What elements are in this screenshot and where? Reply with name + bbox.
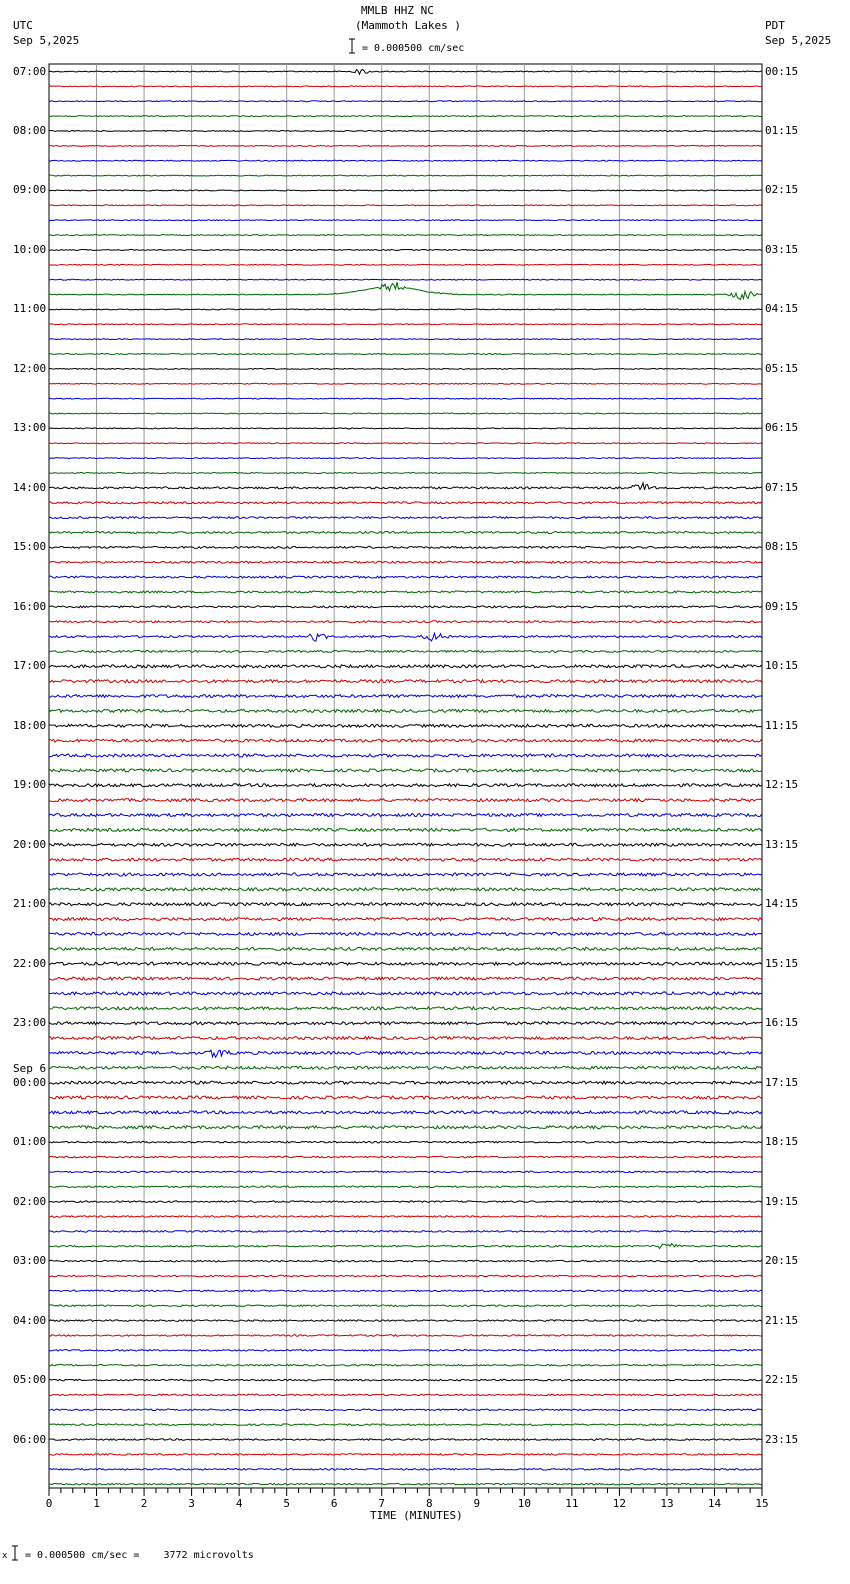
seismic-trace bbox=[49, 903, 762, 906]
seismic-traces bbox=[49, 69, 762, 1485]
utc-hour-label: 14:00 bbox=[13, 480, 47, 494]
seismic-trace bbox=[49, 160, 762, 161]
pdt-hour-label: 06:15 bbox=[765, 421, 799, 435]
seismic-trace bbox=[49, 368, 762, 369]
seismic-trace bbox=[49, 1424, 762, 1426]
seismic-trace bbox=[49, 1394, 762, 1396]
utc-hour-label: 22:00 bbox=[13, 956, 47, 970]
seismic-trace bbox=[49, 977, 762, 980]
pdt-hour-label: 20:15 bbox=[765, 1254, 799, 1268]
x-tick-label: 14 bbox=[707, 1497, 722, 1510]
station-location: (Mammoth Lakes ) bbox=[355, 19, 461, 32]
seismic-trace bbox=[49, 324, 762, 325]
seismic-trace bbox=[49, 1364, 762, 1366]
utc-hour-label: 12:00 bbox=[13, 361, 47, 375]
seismic-trace bbox=[49, 264, 762, 265]
x-tick-label: 3 bbox=[188, 1497, 195, 1510]
seismic-trace bbox=[49, 1201, 762, 1203]
pdt-hour-label: 00:15 bbox=[765, 64, 799, 78]
seismic-trace bbox=[49, 1231, 762, 1233]
seismic-trace bbox=[49, 531, 762, 533]
x-tick-label: 2 bbox=[140, 1497, 148, 1510]
seismic-trace bbox=[49, 1350, 762, 1352]
seismic-trace bbox=[49, 888, 762, 891]
seismic-trace bbox=[49, 483, 762, 490]
seismic-trace bbox=[49, 843, 762, 846]
seismic-trace bbox=[49, 1141, 762, 1143]
seismic-trace bbox=[49, 665, 762, 668]
x-tick-label: 9 bbox=[473, 1497, 481, 1510]
seismic-trace bbox=[49, 1468, 762, 1470]
seismic-trace bbox=[49, 517, 762, 519]
utc-hour-label: 23:00 bbox=[13, 1016, 47, 1030]
footer-marker: x bbox=[2, 1551, 8, 1561]
seismic-trace bbox=[49, 709, 762, 712]
seismic-trace bbox=[49, 205, 762, 206]
pdt-hour-label: 02:15 bbox=[765, 183, 799, 197]
seismic-trace bbox=[49, 1096, 762, 1099]
x-tick-label: 7 bbox=[378, 1497, 386, 1510]
utc-hour-label: 00:00 bbox=[13, 1075, 47, 1089]
time-axis bbox=[49, 1488, 762, 1496]
pdt-hour-label: 01:15 bbox=[765, 123, 799, 137]
seismic-trace bbox=[49, 769, 762, 772]
seismic-trace bbox=[49, 1216, 762, 1218]
seismic-trace bbox=[49, 383, 762, 384]
seismic-trace bbox=[49, 606, 762, 608]
seismic-trace bbox=[49, 799, 762, 802]
utc-hour-label: 09:00 bbox=[13, 183, 47, 197]
x-tick-label: 12 bbox=[612, 1497, 627, 1510]
utc-hour-label: 06:00 bbox=[13, 1432, 47, 1446]
seismic-trace bbox=[49, 695, 762, 698]
seismic-trace bbox=[49, 398, 762, 399]
x-tick-label: 15 bbox=[755, 1497, 769, 1510]
pdt-hour-label: 15:15 bbox=[765, 956, 799, 970]
seismic-trace bbox=[49, 116, 762, 117]
pdt-hour-label: 13:15 bbox=[765, 837, 799, 851]
seismic-trace bbox=[49, 428, 762, 429]
seismic-trace bbox=[49, 1186, 762, 1188]
utc-hour-label: 20:00 bbox=[13, 837, 47, 851]
utc-hour-label: 03:00 bbox=[13, 1254, 47, 1268]
seismic-trace bbox=[49, 145, 762, 146]
x-tick-label: 5 bbox=[283, 1497, 290, 1510]
pdt-hour-label: 03:15 bbox=[765, 242, 799, 256]
seismic-trace bbox=[49, 1409, 762, 1411]
seismic-trace bbox=[49, 1156, 762, 1158]
seismic-trace bbox=[49, 443, 762, 444]
seismic-trace bbox=[49, 472, 762, 473]
seismic-trace bbox=[49, 561, 762, 563]
seismic-trace bbox=[49, 282, 762, 299]
utc-hour-label: 17:00 bbox=[13, 659, 47, 673]
seismic-trace bbox=[49, 1050, 762, 1057]
left-timezone: UTC bbox=[13, 19, 33, 32]
x-tick-label: 6 bbox=[330, 1497, 338, 1510]
seismic-trace bbox=[49, 309, 762, 310]
x-tick-label: 4 bbox=[235, 1497, 243, 1510]
pdt-hour-label: 17:15 bbox=[765, 1075, 799, 1089]
utc-hour-label: 04:00 bbox=[13, 1313, 47, 1327]
utc-hour-label: 11:00 bbox=[13, 302, 47, 316]
seismic-trace bbox=[49, 962, 762, 965]
seismic-trace bbox=[49, 279, 762, 280]
pdt-hour-label: 11:15 bbox=[765, 718, 799, 732]
seismic-trace bbox=[49, 828, 762, 831]
right-timezone: PDT bbox=[765, 19, 785, 32]
plot-grid bbox=[49, 64, 762, 1488]
seismic-trace bbox=[49, 918, 762, 921]
pdt-hour-label: 08:15 bbox=[765, 540, 799, 554]
seismic-trace bbox=[49, 1126, 762, 1129]
seismic-trace bbox=[49, 175, 762, 176]
seismic-trace bbox=[49, 546, 762, 548]
utc-hour-label: 07:00 bbox=[13, 64, 47, 78]
plot-frame bbox=[49, 64, 762, 1488]
seismic-trace bbox=[49, 621, 762, 623]
x-tick-label: 8 bbox=[425, 1497, 433, 1510]
x-tick-label: 13 bbox=[660, 1497, 674, 1510]
x-tick-label: 1 bbox=[93, 1497, 100, 1510]
seismic-trace bbox=[49, 1037, 762, 1040]
utc-hour-label: 13:00 bbox=[13, 421, 47, 435]
x-tick-label: 11 bbox=[565, 1497, 579, 1510]
right-date: Sep 5,2025 bbox=[765, 34, 832, 47]
seismic-trace bbox=[49, 992, 762, 995]
seismic-trace bbox=[49, 69, 762, 74]
seismic-trace bbox=[49, 1260, 762, 1262]
pdt-hour-label: 18:15 bbox=[765, 1135, 799, 1149]
seismic-trace bbox=[49, 814, 762, 817]
seismic-trace bbox=[49, 235, 762, 236]
pdt-hour-label: 22:15 bbox=[765, 1373, 799, 1387]
seismic-trace bbox=[49, 1305, 762, 1307]
utc-hour-label: 19:00 bbox=[13, 778, 47, 792]
scale-bar-icon bbox=[348, 38, 356, 54]
seismic-trace bbox=[49, 220, 762, 221]
pdt-hour-label: 23:15 bbox=[765, 1432, 799, 1446]
seismic-trace bbox=[49, 873, 762, 876]
seismic-trace bbox=[49, 947, 762, 950]
seismic-trace bbox=[49, 1111, 762, 1114]
station-title: MMLB HHZ NC bbox=[361, 4, 434, 17]
x-tick-label: 10 bbox=[517, 1497, 531, 1510]
seismic-trace bbox=[49, 1275, 762, 1277]
seismic-trace bbox=[49, 784, 762, 787]
seismic-trace bbox=[49, 101, 762, 102]
x-axis-label: TIME (MINUTES) bbox=[370, 1509, 463, 1522]
seismic-trace bbox=[49, 754, 762, 757]
x-tick-label: 0 bbox=[45, 1497, 53, 1510]
pdt-hour-label: 14:15 bbox=[765, 897, 799, 911]
seismic-trace bbox=[49, 1439, 762, 1441]
date-change-label: Sep 6 bbox=[13, 1061, 47, 1075]
seismic-trace bbox=[49, 680, 762, 683]
pdt-hour-label: 21:15 bbox=[765, 1313, 799, 1327]
utc-hour-label: 18:00 bbox=[13, 718, 47, 732]
pdt-hour-label: 19:15 bbox=[765, 1194, 799, 1208]
seismic-trace bbox=[49, 1244, 762, 1249]
utc-hour-label: 10:00 bbox=[13, 242, 47, 256]
seismic-trace bbox=[49, 932, 762, 935]
seismic-trace bbox=[49, 1007, 762, 1010]
seismic-trace bbox=[49, 1454, 762, 1456]
pdt-hour-label: 10:15 bbox=[765, 659, 799, 673]
footer-scale-icon bbox=[11, 1545, 19, 1561]
seismic-trace bbox=[49, 130, 762, 131]
utc-hour-label: 01:00 bbox=[13, 1135, 47, 1149]
seismic-trace bbox=[49, 458, 762, 459]
seismic-trace bbox=[49, 591, 762, 593]
seismic-trace bbox=[49, 576, 762, 578]
utc-hour-label: 05:00 bbox=[13, 1373, 47, 1387]
pdt-hour-label: 16:15 bbox=[765, 1016, 799, 1030]
seismic-trace bbox=[49, 633, 762, 641]
seismic-trace bbox=[49, 354, 762, 355]
utc-hour-label: 21:00 bbox=[13, 897, 47, 911]
seismic-trace bbox=[49, 1171, 762, 1173]
seismic-trace bbox=[49, 86, 762, 87]
utc-hour-label: 02:00 bbox=[13, 1194, 47, 1208]
utc-hour-label: 08:00 bbox=[13, 123, 47, 137]
seismic-trace bbox=[49, 249, 762, 250]
seismic-trace bbox=[49, 190, 762, 191]
pdt-hour-label: 09:15 bbox=[765, 599, 799, 613]
seismic-trace bbox=[49, 413, 762, 414]
footer-scale-label: = 0.000500 cm/sec = 3772 microvolts bbox=[25, 1550, 254, 1561]
seismic-trace bbox=[49, 1335, 762, 1337]
seismic-trace bbox=[49, 1081, 762, 1084]
seismic-trace bbox=[49, 858, 762, 861]
seismic-trace bbox=[49, 1320, 762, 1322]
seismic-trace bbox=[49, 724, 762, 727]
seismic-trace bbox=[49, 502, 762, 504]
pdt-hour-label: 07:15 bbox=[765, 480, 799, 494]
seismic-trace bbox=[49, 1066, 762, 1069]
left-date: Sep 5,2025 bbox=[13, 34, 80, 47]
utc-hour-label: 15:00 bbox=[13, 540, 47, 554]
seismic-trace bbox=[49, 739, 762, 742]
seismic-trace bbox=[49, 650, 762, 652]
seismic-trace bbox=[49, 1379, 762, 1381]
seismic-trace bbox=[49, 339, 762, 340]
seismic-trace bbox=[49, 1022, 762, 1025]
pdt-hour-label: 04:15 bbox=[765, 302, 799, 316]
seismic-trace bbox=[49, 1290, 762, 1292]
pdt-hour-label: 12:15 bbox=[765, 778, 799, 792]
scale-bar-label: = 0.000500 cm/sec bbox=[362, 43, 465, 54]
seismic-trace bbox=[49, 1483, 762, 1485]
pdt-hour-label: 05:15 bbox=[765, 361, 799, 375]
utc-hour-label: 16:00 bbox=[13, 599, 47, 613]
